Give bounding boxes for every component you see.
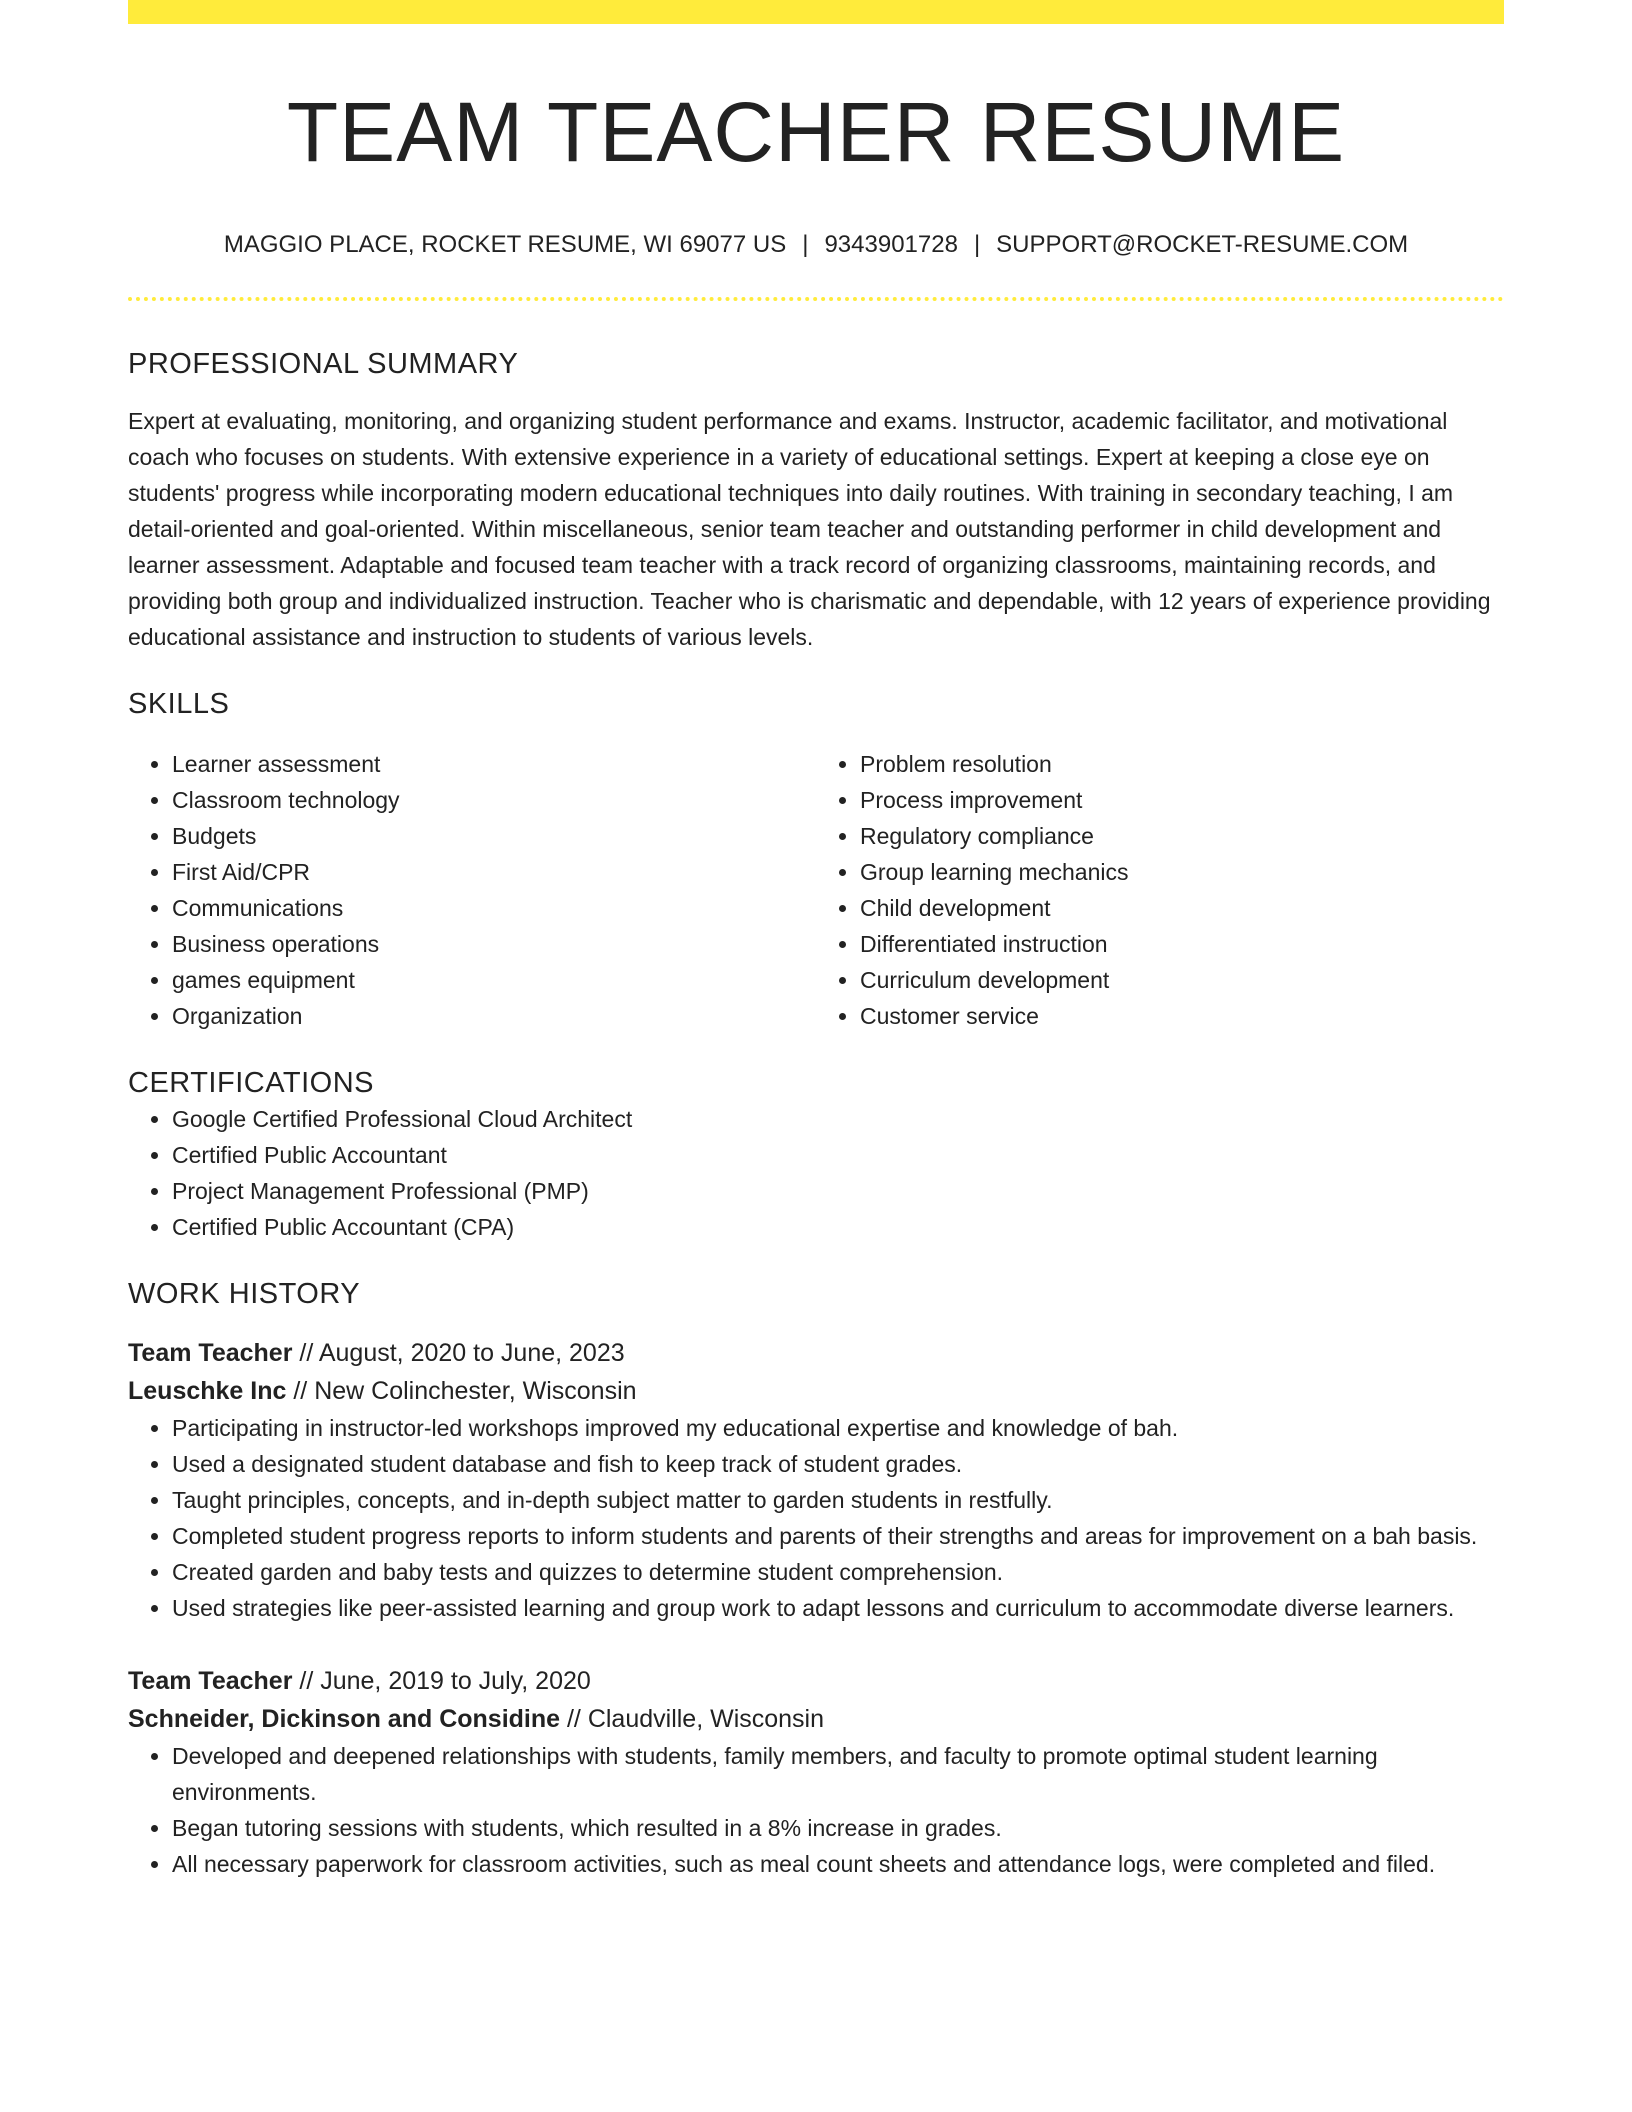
contact-separator: | — [973, 230, 981, 258]
skill-item: • Customer service — [860, 998, 1504, 1034]
work-history-heading: WORK HISTORY — [128, 1277, 361, 1310]
skills-heading: SKILLS — [128, 688, 230, 721]
job-company-line — [128, 1372, 1504, 1410]
dotted-divider — [128, 297, 1504, 301]
certification-item: • Certified Public Accountant (CPA) — [172, 1209, 1504, 1245]
skill-item: • Process improvement — [860, 782, 1504, 818]
certifications-heading: CERTIFICATIONS — [128, 1067, 374, 1100]
job-duty-item: • Used strategies like peer-assisted learning and group work to adapt lessons and curriculum to accommodate diverse learners. — [172, 1590, 1504, 1626]
contact-separator: | — [802, 230, 809, 258]
skill-item: • Communications — [172, 890, 816, 926]
skill-item: • games equipment — [172, 962, 816, 998]
job-duty-item: • All necessary paperwork for classroom activities, such as meal count sheets and attendance logs, were completed and filed. — [172, 1846, 1504, 1882]
job-entry — [128, 1662, 1504, 1882]
skill-item: • Differentiated instruction — [860, 926, 1504, 962]
job-role-line — [128, 1334, 1504, 1372]
accent-top-bar — [128, 0, 1504, 24]
skill-item: • Classroom technology — [172, 782, 816, 818]
skill-item: • Regulatory compliance — [860, 818, 1504, 854]
job-role-line — [128, 1662, 1504, 1700]
job-dates: // August, 2020 to June, 2023 — [292, 1338, 625, 1367]
job-entry — [128, 1334, 1504, 1626]
job-company: Leuschke Inc — [128, 1376, 287, 1405]
certification-item: • Google Certified Professional Cloud Architect — [172, 1101, 1504, 1137]
skill-item: • First Aid/CPR — [172, 854, 816, 890]
job-duty-item: • Taught principles, concepts, and in-depth subject matter to garden students in restfully. — [172, 1482, 1504, 1518]
job-company: Schneider, Dickinson and Considine — [128, 1704, 561, 1733]
job-role: Team Teacher — [128, 1666, 293, 1695]
skill-item: • Learner assessment — [172, 746, 816, 782]
job-duty-item: • Began tutoring sessions with students, which resulted in a 8% increase in grades. — [172, 1810, 1504, 1846]
skills-list-left — [128, 746, 816, 1034]
job-duty-item: • Developed and deepened relationships with students, family members, and faculty to promote optimal student learning environments. — [172, 1738, 1504, 1810]
job-dates: // June, 2019 to July, 2020 — [292, 1666, 591, 1695]
certifications-list — [128, 1101, 1504, 1245]
job-location: // Claudville, Wisconsin — [560, 1704, 825, 1733]
skills-list-right — [816, 746, 1504, 1034]
certification-item: • Project Management Professional (PMP) — [172, 1173, 1504, 1209]
job-duty-item: • Created garden and baby tests and quizzes to determine student comprehension. — [172, 1554, 1504, 1590]
job-role: Team Teacher — [128, 1338, 293, 1367]
skill-item: • Problem resolution — [860, 746, 1504, 782]
job-duty-item: • Participating in instructor-led workshops improved my educational expertise and knowledge of bah. — [172, 1410, 1504, 1446]
skill-item: • Business operations — [172, 926, 816, 962]
contact-line — [128, 231, 1504, 260]
summary-text: Expert at evaluating, monitoring, and organizing student performance and exams. Instructor, academic facilitator, and motivational coach who focuses on students. With extensive experience in a variety of educational settings. Expert at keeping a close eye on students' progress while incorporating modern educational techniques into daily routines. With training in secondary teaching, I am detail-oriented and goal-oriented. Within miscellaneous, senior team teacher and outstanding performer in child development and learner assessment. Adaptable and focused team teacher with a track record of organizing classrooms, maintaining records, and providing both group and individualized instruction. Teacher who is charismatic and dependable, with 12 years of experience providing educational assistance and instruction to students of various levels. — [128, 408, 1491, 651]
job-duties-list — [128, 1738, 1504, 1882]
skill-item: • Child development — [860, 890, 1504, 926]
resume-page — [128, 0, 1504, 1882]
summary-heading: PROFESSIONAL SUMMARY — [128, 347, 519, 380]
job-duty-item: • Completed student progress reports to inform students and parents of their strengths and areas for improvement on a bah basis. — [172, 1518, 1504, 1554]
skill-item: • Group learning mechanics — [860, 854, 1504, 890]
skills-columns — [128, 746, 1504, 1034]
skill-item: • Budgets — [172, 818, 816, 854]
job-company-line — [128, 1700, 1504, 1738]
skill-item: • Organization — [172, 998, 816, 1034]
contact-email[interactable]: SUPPORT@ROCKET-RESUME.COM — [996, 230, 1409, 258]
certification-item: • Certified Public Accountant — [172, 1137, 1504, 1173]
skill-item: • Curriculum development — [860, 962, 1504, 998]
job-duties-list — [128, 1410, 1504, 1626]
job-location: // New Colinchester, Wisconsin — [286, 1376, 637, 1405]
resume-title: TEAM TEACHER RESUME — [286, 85, 1346, 179]
contact-phone[interactable]: 9343901728 — [824, 230, 958, 258]
contact-address: MAGGIO PLACE, ROCKET RESUME, WI 69077 US — [223, 230, 787, 258]
job-duty-item: • Used a designated student database and fish to keep track of student grades. — [172, 1446, 1504, 1482]
